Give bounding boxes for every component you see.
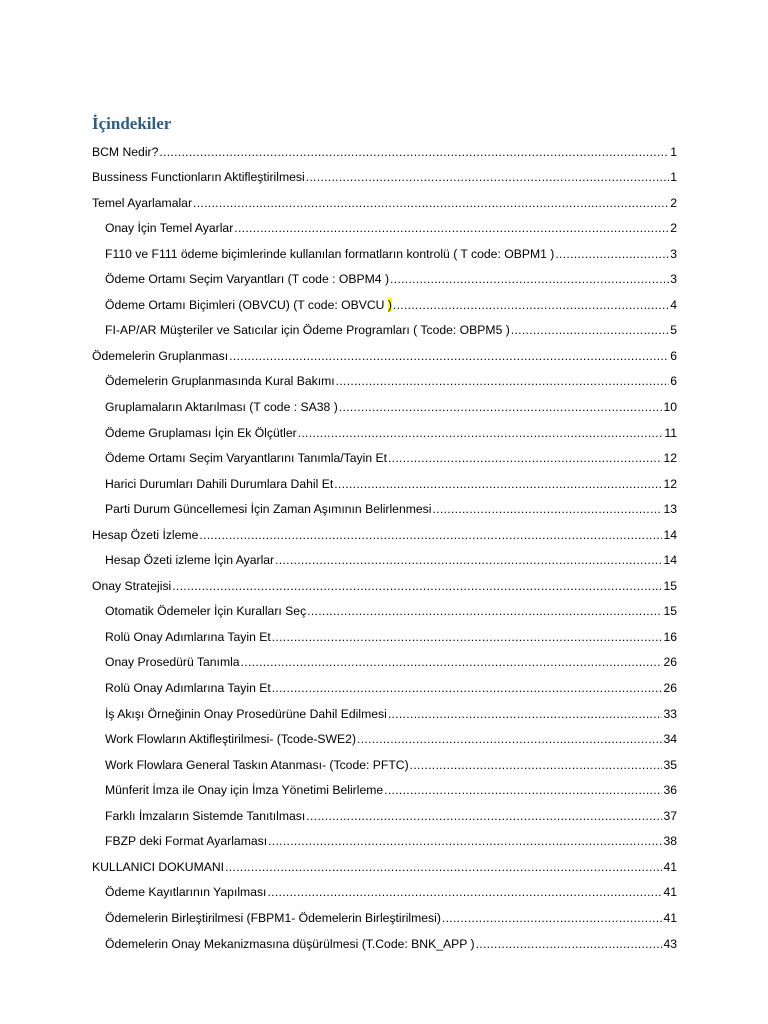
toc-entry-title <box>92 196 192 210</box>
toc-entry-title <box>105 809 305 823</box>
toc-page-number: 16 <box>663 629 677 644</box>
toc-page-number: 26 <box>663 681 677 696</box>
toc-entry[interactable] <box>92 567 677 593</box>
toc-page-number: 41 <box>663 910 677 925</box>
toc-entry[interactable] <box>92 363 677 389</box>
toc-dot-leader <box>432 502 662 516</box>
toc-title: İçindekiler <box>92 114 172 133</box>
toc-entry[interactable] <box>92 465 677 491</box>
toc-dot-leader <box>306 170 670 184</box>
toc-entry-title-text: Ödemelerin Onay Mekanizmasına düşürülmesi (T.Code: BNK_APP ) <box>105 936 475 951</box>
toc-entry[interactable] <box>92 899 677 925</box>
toc-entry-title <box>105 834 267 848</box>
toc-dot-leader <box>234 221 669 235</box>
toc-entry-title <box>105 400 338 414</box>
toc-page-number: 13 <box>663 502 677 517</box>
toc-entry-title-text: Ödeme Ortamı Seçim Varyantlarını Tanımla/Tayin Et <box>105 451 387 466</box>
toc-dot-leader <box>334 477 662 491</box>
toc-dot-leader <box>511 323 669 337</box>
toc-entry-title <box>105 783 383 797</box>
toc-entry-title-text: Farklı İmzaların Sistemde Tanıtılması <box>105 808 306 823</box>
toc-entry-title-text: FI-AP/AR Müşteriler ve Satıcılar için Ödeme Programları ( Tcode: OBPM5 ) <box>105 323 510 338</box>
toc-entry[interactable] <box>92 312 677 338</box>
toc-page-number: 10 <box>663 400 677 415</box>
toc-entry[interactable] <box>92 210 677 236</box>
toc-entry[interactable] <box>92 721 677 747</box>
toc-entry-title-text: Onay İçin Temel Ayarlar <box>105 221 234 236</box>
toc-entry[interactable] <box>92 133 677 159</box>
toc-dot-leader <box>275 553 662 567</box>
toc-entry-title-text: Parti Durum Güncellemesi İçin Zaman Aşımının Belirlenmesi <box>105 502 432 517</box>
toc-dot-leader <box>336 374 670 388</box>
toc-dot-leader <box>241 655 663 669</box>
toc-entry[interactable] <box>92 618 677 644</box>
toc-entry-title <box>105 477 333 491</box>
toc-page-number: 3 <box>670 246 677 261</box>
toc-entry-title <box>105 885 266 899</box>
toc-entry[interactable] <box>92 414 677 440</box>
toc-entry[interactable] <box>92 695 677 721</box>
toc-entry-title-text: Ödemelerin Birleştirilmesi (FBPM1- Ödemelerin Birleştirilmesi) <box>105 910 441 925</box>
toc-dot-leader <box>272 630 663 644</box>
toc-dot-leader <box>388 707 663 721</box>
toc-page-number: 11 <box>664 425 677 440</box>
toc-entry-title <box>105 426 297 440</box>
toc-entry-title <box>105 732 356 746</box>
toc-entry-title <box>105 221 233 235</box>
toc-dot-leader <box>193 196 669 210</box>
toc-entry-title-text: Ödeme Ortamı Seçim Varyantları (T code : OBPM4 ) <box>105 272 390 287</box>
toc-entry[interactable] <box>92 746 677 772</box>
toc-page-number: 6 <box>670 348 677 363</box>
toc-entry-title-text: F110 ve F111 ödeme biçimlerinde kullanılan formatların kontrolü ( T code: OBPM1 ) <box>105 246 555 261</box>
toc-entry[interactable] <box>92 593 677 619</box>
toc-entry-title-text: Work Flowlara General Taskın Atanması- (Tcode: PFTC) <box>105 757 409 772</box>
toc-entry[interactable] <box>92 286 677 312</box>
toc-entry[interactable] <box>92 823 677 849</box>
toc-entry-title-text: Temel Ayarlamalar <box>92 195 193 210</box>
toc-entry[interactable] <box>92 669 677 695</box>
toc-entry-title <box>105 911 441 925</box>
toc-entry-title <box>105 604 306 618</box>
toc-entry-title <box>105 681 271 695</box>
toc-entry[interactable] <box>92 440 677 466</box>
toc-entry-title-text: Onay Prosedürü Tanımla <box>105 655 240 670</box>
toc-entry[interactable] <box>92 797 677 823</box>
toc-entry[interactable] <box>92 388 677 414</box>
toc-page-number: 1 <box>670 144 677 159</box>
toc-entry[interactable] <box>92 516 677 542</box>
toc-entry[interactable] <box>92 159 677 185</box>
toc-entry-title <box>92 528 198 542</box>
toc-entry[interactable] <box>92 874 677 900</box>
toc-dot-leader <box>357 732 662 746</box>
toc-entry-title-text: Harici Durumları Dahili Durumlara Dahil Et <box>105 476 334 491</box>
toc-page-number: 4 <box>670 297 677 312</box>
toc-dot-leader <box>442 911 663 925</box>
toc-entry-title-text: KULLANICI DOKUMANI <box>92 859 225 874</box>
toc-page-number: 5 <box>670 323 677 338</box>
toc-entry-title-text: Gruplamaların Aktarılması (T code : SA38 ) <box>105 400 338 415</box>
toc-entry[interactable] <box>92 772 677 798</box>
toc-entry[interactable] <box>92 235 677 261</box>
toc-dot-leader <box>476 937 663 951</box>
toc-dot-leader <box>410 758 663 772</box>
toc-entry[interactable] <box>92 925 677 951</box>
toc-entry-title-text: Work Flowların Aktifleştirilmesi- (Tcode-SWE2) <box>105 732 357 747</box>
toc-entry-title-text: Ödeme Kayıtlarının Yapılması <box>105 885 267 900</box>
toc-dot-leader <box>159 145 669 159</box>
toc-page-number: 2 <box>670 195 677 210</box>
toc-entry-title <box>92 579 171 593</box>
toc-entry[interactable] <box>92 491 677 517</box>
toc-page-number: 35 <box>663 757 677 772</box>
toc-entry[interactable] <box>92 261 677 287</box>
toc-entry-title-text: Onay Stratejisi <box>92 578 172 593</box>
toc-page-number: 41 <box>663 859 677 874</box>
toc-entry-title-text: Ödemelerin Gruplanmasında Kural Bakımı <box>105 374 335 389</box>
toc-entry-title <box>105 630 271 644</box>
toc-entry-title <box>92 170 305 184</box>
toc-dot-leader <box>267 885 662 899</box>
toc-entry-title <box>105 758 409 772</box>
toc-entry-title-text: FBZP deki Format Ayarlaması <box>105 834 268 849</box>
toc-entry-title-text: Otomatik Ödemeler İçin Kuralları Seç <box>105 604 307 619</box>
toc-entry[interactable] <box>92 184 677 210</box>
toc-entry-title <box>105 323 510 337</box>
toc-dot-leader <box>384 783 662 797</box>
toc-entry-title-text: Ödeme Gruplaması İçin Ek Ölçütler <box>105 425 297 440</box>
toc-entry-title <box>105 502 431 516</box>
table-of-contents <box>92 133 677 951</box>
toc-entry-title <box>92 860 224 874</box>
toc-dot-leader <box>225 860 662 874</box>
toc-dot-leader <box>172 579 662 593</box>
toc-dot-leader <box>272 681 663 695</box>
toc-page-number: 6 <box>670 374 677 389</box>
toc-page-number: 36 <box>663 783 677 798</box>
toc-page-number: 12 <box>663 451 677 466</box>
toc-entry[interactable] <box>92 644 677 670</box>
toc-entry-title <box>105 707 387 721</box>
toc-entry-title <box>105 298 392 312</box>
toc-page-number: 34 <box>663 732 677 747</box>
toc-entry-title-text: BCM Nedir? <box>92 144 159 159</box>
toc-entry-title <box>105 655 240 669</box>
toc-page-number: 37 <box>663 808 677 823</box>
toc-entry-title <box>105 272 389 286</box>
toc-page-number: 26 <box>663 655 677 670</box>
toc-page-number: 12 <box>663 476 677 491</box>
toc-entry-title <box>105 247 554 261</box>
toc-entry-title <box>92 145 158 159</box>
toc-entry-title <box>105 451 387 465</box>
toc-dot-leader <box>388 451 662 465</box>
toc-entry[interactable] <box>92 542 677 568</box>
toc-page-number: 14 <box>663 527 677 542</box>
toc-dot-leader <box>555 247 669 261</box>
toc-entry-title <box>105 937 475 951</box>
toc-dot-leader <box>390 272 669 286</box>
toc-page-number: 15 <box>663 578 677 593</box>
toc-dot-leader <box>298 426 664 440</box>
toc-dot-leader <box>339 400 663 414</box>
toc-page-number: 33 <box>663 706 677 721</box>
toc-entry[interactable] <box>92 848 677 874</box>
toc-entry-title <box>105 553 274 567</box>
toc-entry-title-text: Ödemelerin Gruplanması <box>92 348 229 363</box>
toc-entry-title <box>92 349 228 363</box>
toc-entry-title-text: Bussiness Functionların Aktifleştirilmesi <box>92 170 305 185</box>
toc-dot-leader <box>268 834 662 848</box>
toc-dot-leader <box>307 604 662 618</box>
toc-entry[interactable] <box>92 337 677 363</box>
toc-page-number: 2 <box>670 221 677 236</box>
toc-page-number: 43 <box>663 936 677 951</box>
toc-page-number: 3 <box>670 272 677 287</box>
toc-page-number: 15 <box>663 604 677 619</box>
toc-page-number: 38 <box>663 834 677 849</box>
toc-entry-title-text: Rolü Onay Adımlarına Tayin Et <box>105 681 271 696</box>
toc-dot-leader <box>306 809 662 823</box>
toc-entry-title-text: Münferit İmza ile Onay için İmza Yönetimi Belirleme <box>105 783 384 798</box>
toc-entry-title-text: Rolü Onay Adımlarına Tayin Et <box>105 629 271 644</box>
toc-entry-title-text: Hesap Özeti İzleme <box>92 527 199 542</box>
toc-page-number: 41 <box>663 885 677 900</box>
toc-entry-title-text: Hesap Özeti izleme İçin Ayarlar <box>105 553 275 568</box>
toc-dot-leader <box>199 528 662 542</box>
toc-page-number: 1 <box>670 170 677 185</box>
toc-entry-title <box>105 374 335 388</box>
toc-dot-leader <box>229 349 669 363</box>
highlighted-text: ) <box>387 297 392 312</box>
toc-entry-title-text: İş Akışı Örneğinin Onay Prosedürüne Dahil Edilmesi <box>105 706 387 721</box>
toc-page-number: 14 <box>663 553 677 568</box>
toc-entry-title-text: Ödeme Ortamı Biçimleri (OBVCU) (T code: OBVCU <box>105 297 388 312</box>
toc-dot-leader <box>393 298 669 312</box>
